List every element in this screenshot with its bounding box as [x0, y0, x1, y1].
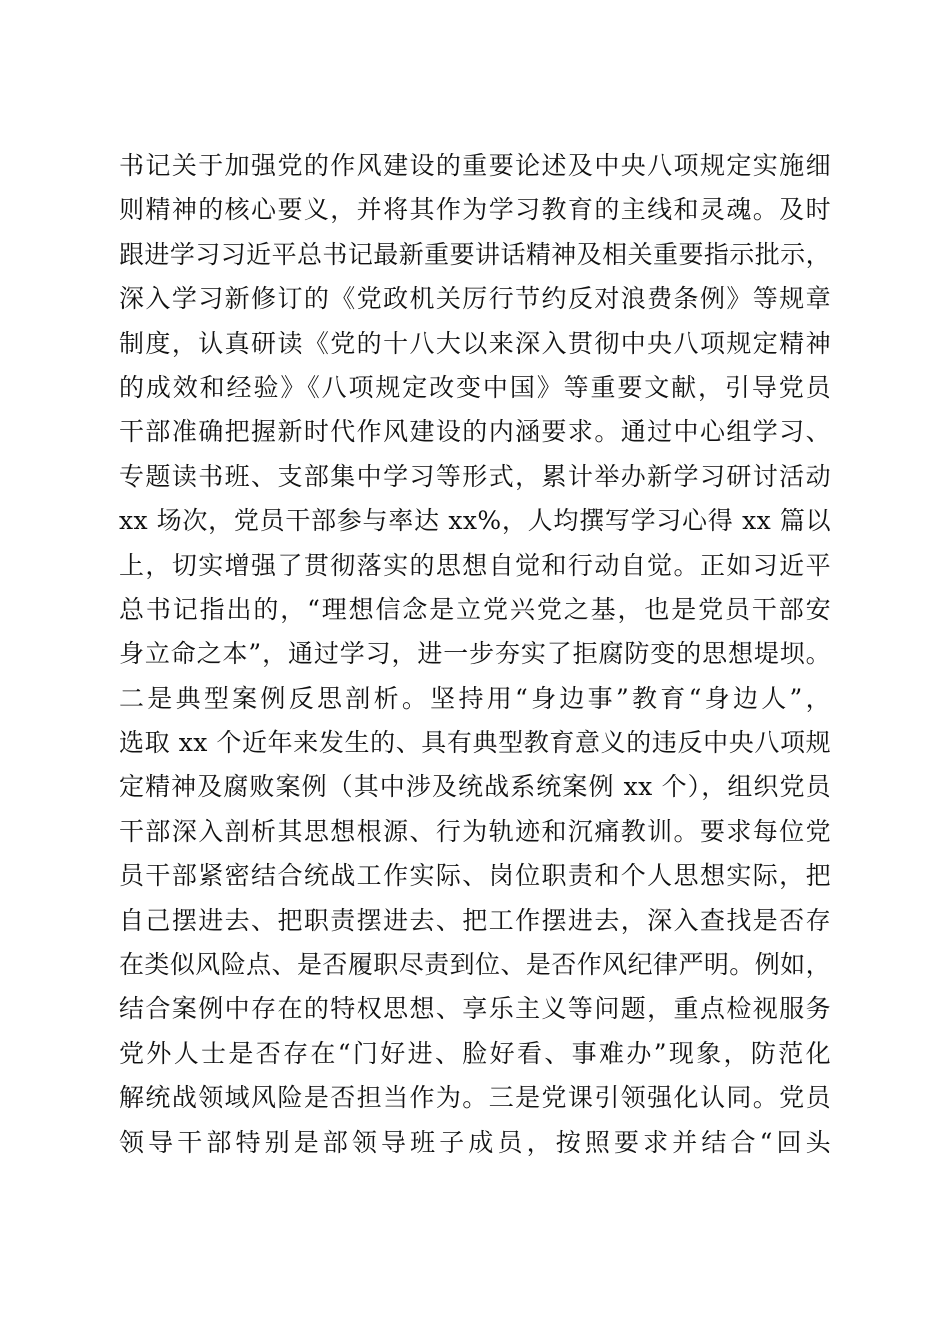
- text-line-17: 员干部紧密结合统战工作实际、岗位职责和个人思想实际，把: [119, 861, 831, 891]
- text-line-12: 身立命之本”，通过学习，进一步夯实了拒腐防变的思想堤坝。: [119, 639, 831, 669]
- text-line-21: 党外人士是否存在“门好进、脸好看、事难办”现象，防范化: [119, 1038, 831, 1068]
- text-line-11: 总书记指出的，“理想信念是立党兴党之基，也是党员干部安: [119, 594, 831, 624]
- text-line-8: 专题读书班、支部集中学习等形式，累计举办新学习研讨活动: [119, 461, 831, 491]
- text-line-10: 上，切实增强了贯彻落实的思想自觉和行动自觉。正如习近平: [119, 550, 831, 580]
- text-line-16: 干部深入剖析其思想根源、行为轨迹和沉痛教训。要求每位党: [119, 816, 831, 846]
- body-paragraph: [119, 144, 831, 1165]
- text-line-3: 跟进学习习近平总书记最新重要讲话精神及相关重要指示批示，: [119, 239, 831, 269]
- text-line-2: 则精神的核心要义，并将其作为学习教育的主线和灵魂。及时: [119, 195, 831, 225]
- text-line-4: 深入学习新修订的《党政机关厉行节约反对浪费条例》等规章: [119, 284, 831, 314]
- text-line-23: 领导干部特别是部领导班子成员，按照要求并结合“回头: [119, 1127, 831, 1157]
- text-line-22: 解统战领域风险是否担当作为。三是党课引领强化认同。党员: [119, 1083, 831, 1113]
- text-line-1: 书记关于加强党的作风建设的重要论述及中央八项规定实施细: [119, 151, 831, 180]
- text-line-18: 自己摆进去、把职责摆进去、把工作摆进去，深入查找是否存: [119, 905, 831, 935]
- text-line-15: 定精神及腐败案例（其中涉及统战系统案例 xx 个），组织党员: [119, 772, 831, 802]
- text-line-7: 干部准确把握新时代作风建设的内涵要求。通过中心组学习、: [119, 417, 831, 447]
- text-line-9: xx 场次，党员干部参与率达 xx%，人均撰写学习心得 xx 篇以: [119, 506, 831, 536]
- text-line-13: 二是典型案例反思剖析。坚持用“身边事”教育“身边人”，: [119, 683, 831, 713]
- text-line-14: 选取 xx 个近年来发生的、具有典型教育意义的违反中央八项规: [119, 728, 831, 758]
- text-line-20: 结合案例中存在的特权思想、享乐主义等问题，重点检视服务: [119, 994, 831, 1024]
- text-line-5: 制度，认真研读《党的十八大以来深入贯彻中央八项规定精神: [119, 328, 831, 358]
- text-line-19: 在类似风险点、是否履职尽责到位、是否作风纪律严明。例如，: [119, 950, 831, 980]
- text-line-6: 的成效和经验》《八项规定改变中国》等重要文献，引导党员: [119, 372, 831, 402]
